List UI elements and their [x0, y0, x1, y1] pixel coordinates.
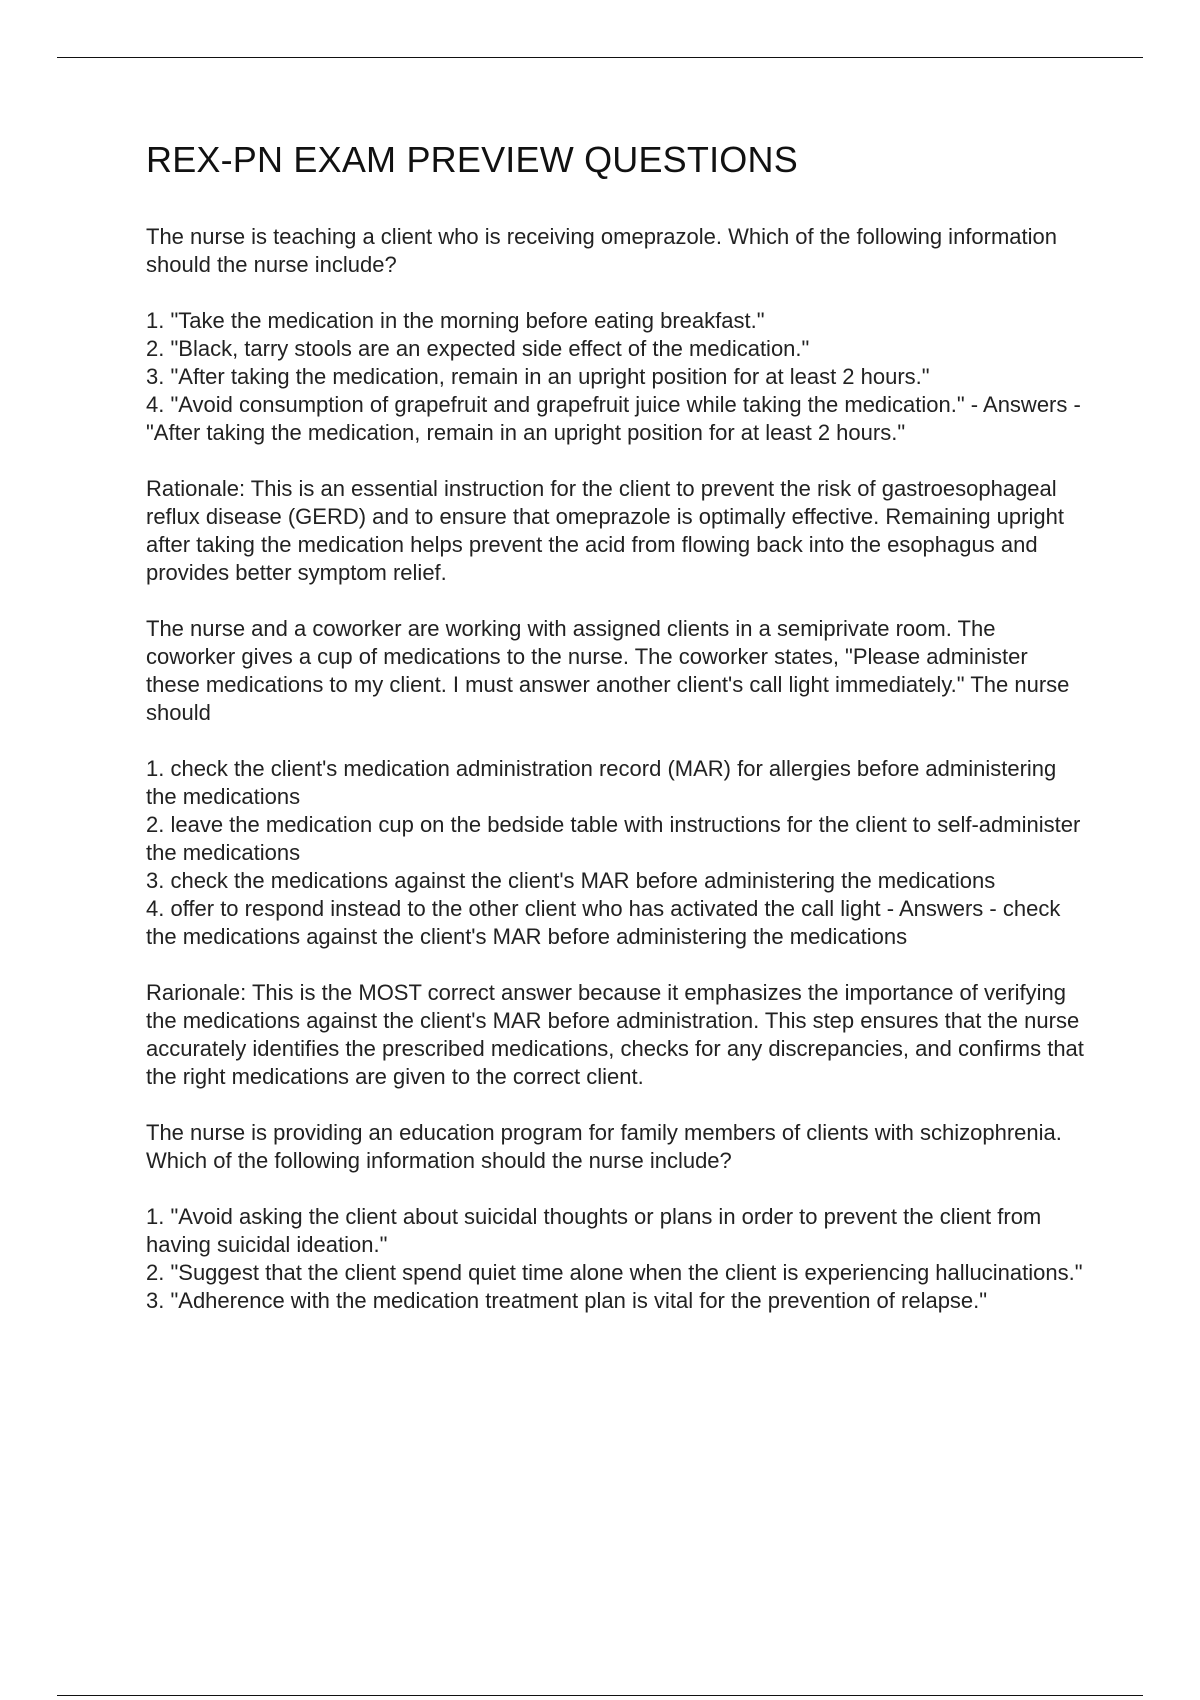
page-title: REX-PN EXAM PREVIEW QUESTIONS — [146, 139, 798, 180]
question-2-rationale: Rarionale: This is the MOST correct answer because it emphasizes the importance of verifying the medications against the client's MAR before administration. This step ensures that the nurse accurately identifies the prescribed medications, checks for any discrepancies, and confirms that the right medications are given to the correct client. — [146, 980, 1084, 1090]
question-2-options-and-answer: 1. check the client's medication administration record (MAR) for allergies before administering the medications 2. leave the medication cup on the bedside table with instructions for the client to self-administer the medications 3. check the medications against the client's MAR before administering the medications 4. offer to respond instead to the other client who has activated the call light - Answers - check the medications against the client's MAR before administering the medications — [146, 756, 1081, 950]
top-rule — [57, 57, 1143, 58]
question-1-stem: The nurse is teaching a client who is receiving omeprazole. Which of the following information should the nurse include? — [146, 224, 1058, 278]
question-2-stem: The nurse and a coworker are working with assigned clients in a semiprivate room. The coworker gives a cup of medications to the nurse. The coworker states, "Please administer these medications to my client. I must answer another client's call light immediately." The nurse should — [146, 616, 1070, 726]
question-3-options: 1. "Avoid asking the client about suicidal thoughts or plans in order to prevent the client from having suicidal ideation." 2. "Suggest that the client spend quiet time alone when the client is experiencing hallucinations." 3. "Adherence with the medication treatment plan is vital for the prevention of relapse." — [146, 1204, 1083, 1314]
bottom-rule — [57, 1695, 1143, 1696]
document-body — [146, 138, 1086, 1315]
question-1-options-and-answer: 1. "Take the medication in the morning before eating breakfast." 2. "Black, tarry stools are an expected side effect of the medication." 3. "After taking the medication, remain in an upright position for at least 2 hours." 4. "Avoid consumption of grapefruit and grapefruit juice while taking the medication." - Answers - "After taking the medication, remain in an upright position for at least 2 hours." — [146, 308, 1081, 446]
question-1-rationale: Rationale: This is an essential instruction for the client to prevent the risk of gastroesophageal reflux disease (GERD) and to ensure that omeprazole is optimally effective. Remaining upright after taking the medication helps prevent the acid from flowing back into the esophagus and provides better symptom relief. — [146, 476, 1064, 586]
question-3-stem: The nurse is providing an education program for family members of clients with schizophrenia. Which of the following information should the nurse include? — [146, 1120, 1062, 1174]
